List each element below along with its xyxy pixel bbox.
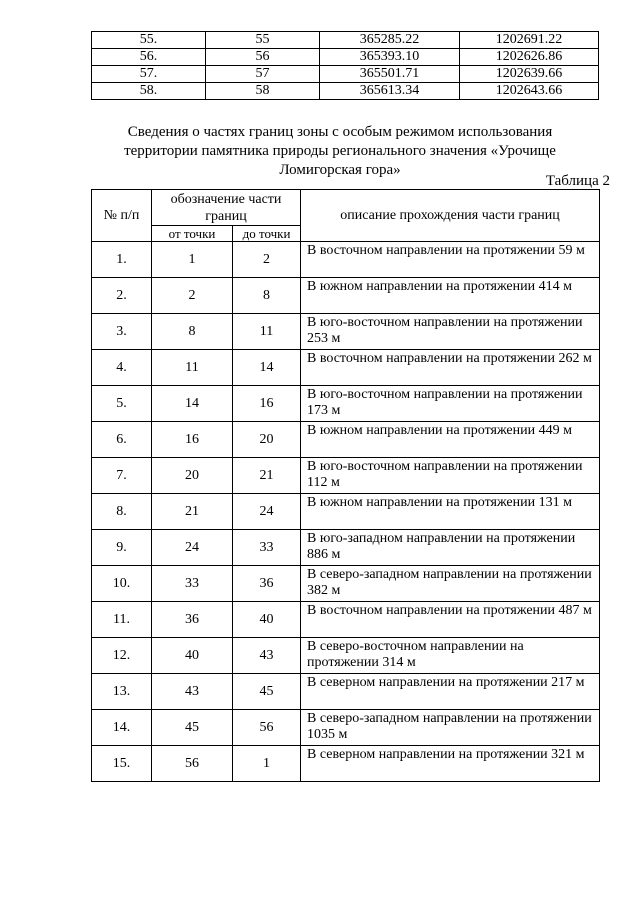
row-to: 33: [233, 530, 301, 566]
row-from: 56: [152, 746, 233, 782]
coordinates-table: [91, 31, 599, 100]
row-to: 2: [233, 242, 301, 278]
coordinate-row: [92, 66, 599, 83]
coord-y: 1202626.86: [460, 49, 599, 66]
coord-x: 365285.22: [320, 32, 460, 49]
row-num: 9.: [92, 530, 152, 566]
row-from: 20: [152, 458, 233, 494]
row-num: 4.: [92, 350, 152, 386]
row-num: 2.: [92, 278, 152, 314]
row-desc: В юго-восточном направлении на протяжении 173 м: [301, 386, 600, 422]
row-to: 14: [233, 350, 301, 386]
row-from: 1: [152, 242, 233, 278]
row-from: 36: [152, 602, 233, 638]
row-num: 7.: [92, 458, 152, 494]
row-desc: В юго-западном направлении на протяжении 886 м: [301, 530, 600, 566]
row-num: 11.: [92, 602, 152, 638]
table-row: [92, 494, 600, 530]
row-num: 12.: [92, 638, 152, 674]
row-from: 45: [152, 710, 233, 746]
row-desc: В южном направлении на протяжении 131 м: [301, 494, 600, 530]
row-desc: В юго-восточном направлении на протяжении 112 м: [301, 458, 600, 494]
row-desc: В северном направлении на протяжении 321 м: [301, 746, 600, 782]
row-desc: В северном направлении на протяжении 217 м: [301, 674, 600, 710]
header-desc: описание прохождения части границ: [301, 190, 600, 242]
row-from: 11: [152, 350, 233, 386]
row-to: 56: [233, 710, 301, 746]
row-num: 8.: [92, 494, 152, 530]
table-row: [92, 638, 600, 674]
table-row: [92, 278, 600, 314]
coord-num: 55.: [92, 32, 206, 49]
boundary-parts-table: [91, 189, 600, 782]
coord-point: 55: [206, 32, 320, 49]
row-desc: В восточном направлении на протяжении 262 м: [301, 350, 600, 386]
row-num: 14.: [92, 710, 152, 746]
table-row: [92, 566, 600, 602]
table-label: Таблица 2: [545, 173, 610, 189]
row-to: 16: [233, 386, 301, 422]
row-to: 45: [233, 674, 301, 710]
table-row: [92, 386, 600, 422]
row-from: 40: [152, 638, 233, 674]
table-row: [92, 422, 600, 458]
table-row: [92, 746, 600, 782]
header-num: № п/п: [92, 190, 152, 242]
coord-num: 56.: [92, 49, 206, 66]
row-num: 13.: [92, 674, 152, 710]
header-to: до точки: [233, 226, 301, 242]
row-num: 1.: [92, 242, 152, 278]
table-row: [92, 350, 600, 386]
table-header-row: [92, 190, 600, 226]
coord-point: 56: [206, 49, 320, 66]
table-row: [92, 674, 600, 710]
header-part: обозначение части границ: [152, 190, 301, 226]
row-desc: В северо-западном направлении на протяжении 382 м: [301, 566, 600, 602]
row-from: 33: [152, 566, 233, 602]
row-desc: В юго-восточном направлении на протяжении 253 м: [301, 314, 600, 350]
row-to: 36: [233, 566, 301, 602]
row-num: 6.: [92, 422, 152, 458]
row-num: 10.: [92, 566, 152, 602]
coord-point: 57: [206, 66, 320, 83]
coord-y: 1202691.22: [460, 32, 599, 49]
coordinate-row: [92, 49, 599, 66]
row-num: 15.: [92, 746, 152, 782]
coord-x: 365613.34: [320, 83, 460, 100]
coordinate-row: [92, 83, 599, 100]
row-to: 43: [233, 638, 301, 674]
row-num: 3.: [92, 314, 152, 350]
coord-x: 365393.10: [320, 49, 460, 66]
row-desc: В восточном направлении на протяжении 487 м: [301, 602, 600, 638]
row-to: 24: [233, 494, 301, 530]
coord-num: 57.: [92, 66, 206, 83]
row-to: 40: [233, 602, 301, 638]
row-to: 21: [233, 458, 301, 494]
section-heading: Сведения о частях границ зоны с особым режимом использования территории памятника природы регионального значения «Урочище Ломигорская гора»: [124, 124, 556, 178]
table-row: [92, 710, 600, 746]
coordinate-row: [92, 32, 599, 49]
table-row: [92, 314, 600, 350]
row-num: 5.: [92, 386, 152, 422]
row-to: 20: [233, 422, 301, 458]
table-row: [92, 530, 600, 566]
coord-point: 58: [206, 83, 320, 100]
row-from: 16: [152, 422, 233, 458]
coord-num: 58.: [92, 83, 206, 100]
table-row: [92, 458, 600, 494]
row-to: 11: [233, 314, 301, 350]
row-to: 1: [233, 746, 301, 782]
header-from: от точки: [152, 226, 233, 242]
coord-y: 1202639.66: [460, 66, 599, 83]
table-row: [92, 242, 600, 278]
row-to: 8: [233, 278, 301, 314]
boundary-parts-table-body: [92, 242, 600, 782]
row-desc: В северо-восточном направлении на протяжении 314 м: [301, 638, 600, 674]
row-desc: В северо-западном направлении на протяжении 1035 м: [301, 710, 600, 746]
row-desc: В южном направлении на протяжении 449 м: [301, 422, 600, 458]
row-from: 24: [152, 530, 233, 566]
coord-x: 365501.71: [320, 66, 460, 83]
row-from: 8: [152, 314, 233, 350]
table-row: [92, 602, 600, 638]
coord-y: 1202643.66: [460, 83, 599, 100]
coordinates-table-body: [92, 32, 599, 100]
row-desc: В восточном направлении на протяжении 59 м: [301, 242, 600, 278]
row-desc: В южном направлении на протяжении 414 м: [301, 278, 600, 314]
row-from: 2: [152, 278, 233, 314]
row-from: 21: [152, 494, 233, 530]
row-from: 43: [152, 674, 233, 710]
row-from: 14: [152, 386, 233, 422]
